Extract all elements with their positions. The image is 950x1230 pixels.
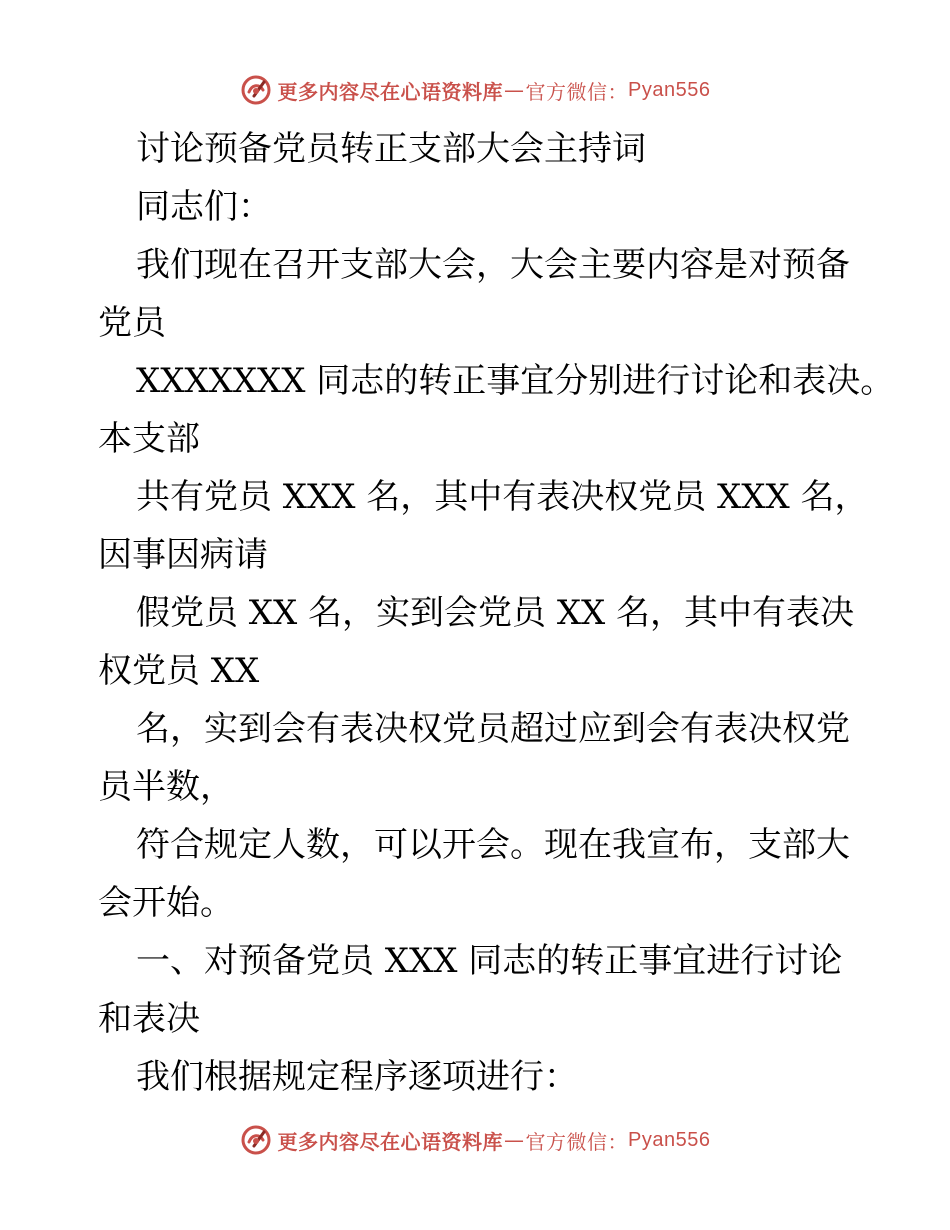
- document-body: [98, 120, 895, 1106]
- paragraph-line: 假党员 XX 名，实到会党员 XX 名，其中有表决: [136, 593, 855, 633]
- paragraph-line: 符合规定人数，可以开会。现在我宣布，支部大: [136, 825, 850, 865]
- paragraph-line: 名，实到会有表决权党员超过应到会有表决权党: [136, 709, 850, 749]
- paragraph-line: XXXXXXX 同志的转正事宜分别进行讨论和表决。: [136, 361, 895, 401]
- footer-banner: [0, 1120, 950, 1160]
- banner-text: [278, 76, 711, 105]
- section-heading-continued: 和表决: [98, 999, 200, 1039]
- banner-separator: —: [504, 1128, 525, 1152]
- banner-main-text: 更多内容尽在心语资料库: [277, 1129, 504, 1154]
- paragraph-line: 会开始。: [98, 883, 234, 923]
- banner-separator: —: [504, 78, 525, 102]
- banner-official-label: 官方微信：: [525, 79, 629, 104]
- banner-wechat-id: Pyan556: [628, 1128, 711, 1151]
- banner-official-label: 官方微信：: [525, 1129, 629, 1154]
- paragraph-line: 我们根据规定程序逐项进行：: [136, 1057, 578, 1097]
- paragraph-line: 因事因病请: [98, 535, 268, 575]
- paragraph-line: 党员: [98, 303, 166, 343]
- salutation: 同志们：: [136, 187, 272, 227]
- paragraph-line: 权党员 XX: [98, 651, 260, 691]
- paragraph-line: 我们现在召开支部大会，大会主要内容是对预备: [136, 245, 850, 285]
- paragraph-line: 员半数，: [98, 767, 234, 807]
- banner-wechat-id: Pyan556: [628, 78, 711, 101]
- document-title: 讨论预备党员转正支部大会主持词: [136, 129, 646, 169]
- brand-logo-icon: [240, 74, 272, 106]
- banner-text: [278, 1126, 711, 1155]
- paragraph-line: 本支部: [98, 419, 200, 459]
- brand-logo-icon: [240, 1124, 272, 1156]
- section-heading: 一、对预备党员 XXX 同志的转正事宜进行讨论: [136, 941, 843, 981]
- header-banner: [0, 70, 950, 110]
- banner-main-text: 更多内容尽在心语资料库: [277, 79, 504, 104]
- paragraph-line: 共有党员 XXX 名，其中有表决权党员 XXX 名，: [136, 477, 869, 517]
